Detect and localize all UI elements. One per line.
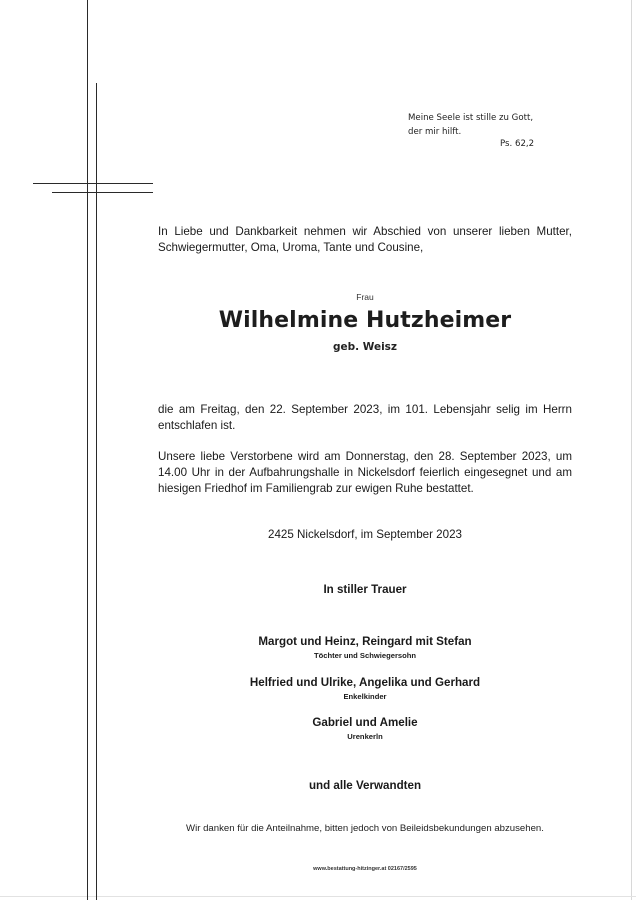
mourner-group-relation: Enkelkinder [343, 692, 387, 701]
mourner-group-relation: Urenkerln [347, 732, 383, 741]
death-notice: die am Freitag, den 22. September 2023, im 101. Lebensjahr selig im Herrn entschlafen ist. [158, 403, 572, 432]
verse-line-1: Meine Seele ist stille zu Gott, [408, 113, 534, 123]
cross-vertical-inner-line [96, 83, 97, 900]
page-edge-right [631, 0, 632, 900]
funeral-home-footer: www.bestattung-hitzinger.at 02167/2595 [313, 866, 417, 872]
funeral-notice: Unsere liebe Verstorbene wird am Donnerstag, den 28. September 2023, um 14.00 Uhr in der Aufbahrungshalle in Nickelsdorf feierlich eingesegnet und am hiesigen Friedhof im Familiengrab zur ewigen Ruhe bestattet. [158, 450, 572, 495]
mourner-group-names: Gabriel und Amelie [312, 716, 418, 729]
mourning-line: In stiller Trauer [323, 583, 407, 596]
bible-verse [408, 111, 588, 139]
mourner-group-names: Helfried und Ulrike, Angelika und Gerhard [249, 676, 481, 689]
cross-horizontal-lower-line [52, 192, 153, 193]
verse-reference: Ps. 62,2 [500, 139, 535, 149]
thanks-note: Wir danken für die Anteilnahme, bitten jedoch von Beileidsbekundungen abzusehen. [186, 823, 544, 834]
mourner-group-names: Margot und Heinz, Reingard mit Stefan [258, 635, 472, 648]
relatives-line: und alle Verwandten [308, 779, 422, 792]
maiden-name: geb. Weisz [332, 341, 398, 353]
salutation: Frau [356, 292, 374, 302]
intro-paragraph: In Liebe und Dankbarkeit nehmen wir Abschied von unserer lieben Mutter, Schwiegermutter, Oma, Uroma, Tante und Cousine, [158, 225, 572, 254]
mourner-group-relation: Töchter und Schwiegersohn [313, 651, 417, 660]
cross-horizontal-upper-line [33, 183, 153, 184]
place-date: 2425 Nickelsdorf, im September 2023 [268, 528, 462, 541]
deceased-name: Wilhelmine Hutzheimer [218, 308, 512, 333]
verse-line-2: der mir hilft. [408, 127, 462, 137]
cross-vertical-outer-line [87, 0, 88, 900]
